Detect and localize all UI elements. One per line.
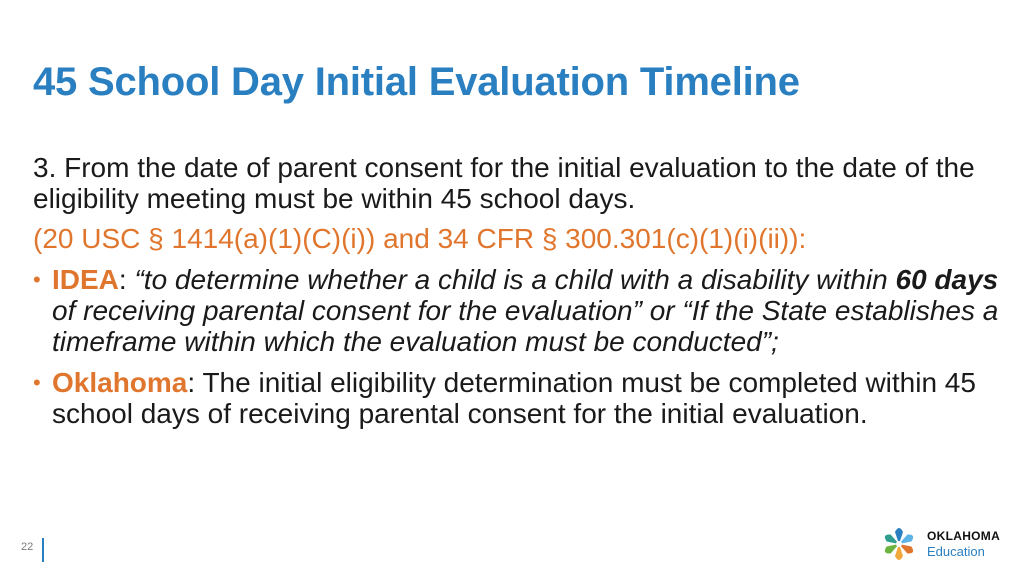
slide-title: 45 School Day Initial Evaluation Timeline [33, 60, 800, 104]
bullet-separator: : [118, 264, 135, 295]
logo-line-2: Education [927, 544, 985, 559]
bullet-oklahoma [33, 367, 1008, 429]
logo-wordmark [927, 529, 1000, 559]
page-number-divider [42, 538, 44, 562]
idea-emphasis: 60 days [895, 264, 999, 295]
bullet-label: IDEA [52, 264, 119, 295]
logo-line-1: OKLAHOMA [927, 529, 1001, 543]
bullet-separator: : [187, 367, 203, 398]
slide-body [33, 152, 1008, 429]
logo-center [896, 541, 902, 547]
bullet-label: Oklahoma [52, 367, 188, 398]
page-number: 22 [21, 541, 34, 553]
bullet-idea [33, 264, 1008, 357]
oklahoma-text: The initial eligibility determination must be completed within 45 school days of receiving parental consent for the initial evaluation. [52, 367, 976, 429]
intro-paragraph: 3. From the date of parent consent for the initial evaluation to the date of the eligibility meeting must be within 45 school days. [33, 152, 975, 214]
bullet-dot-icon: • [33, 370, 41, 395]
oklahoma-star-logo-icon [876, 521, 922, 567]
idea-quote-part2: of receiving parental consent for the evaluation” or “If the State establishes a timeframe within which the evaluation must be conducted”; [52, 295, 999, 357]
oklahoma-education-logo [876, 521, 1011, 567]
legal-citation: (20 USC § 1414(a)(1)(C)(i)) and 34 CFR § 300.301(c)(1)(i)(ii)): [33, 223, 807, 254]
bullet-list [33, 264, 1008, 429]
idea-quote-part1: “to determine whether a child is a child with a disability within [134, 264, 896, 295]
bullet-dot-icon: • [33, 267, 41, 292]
